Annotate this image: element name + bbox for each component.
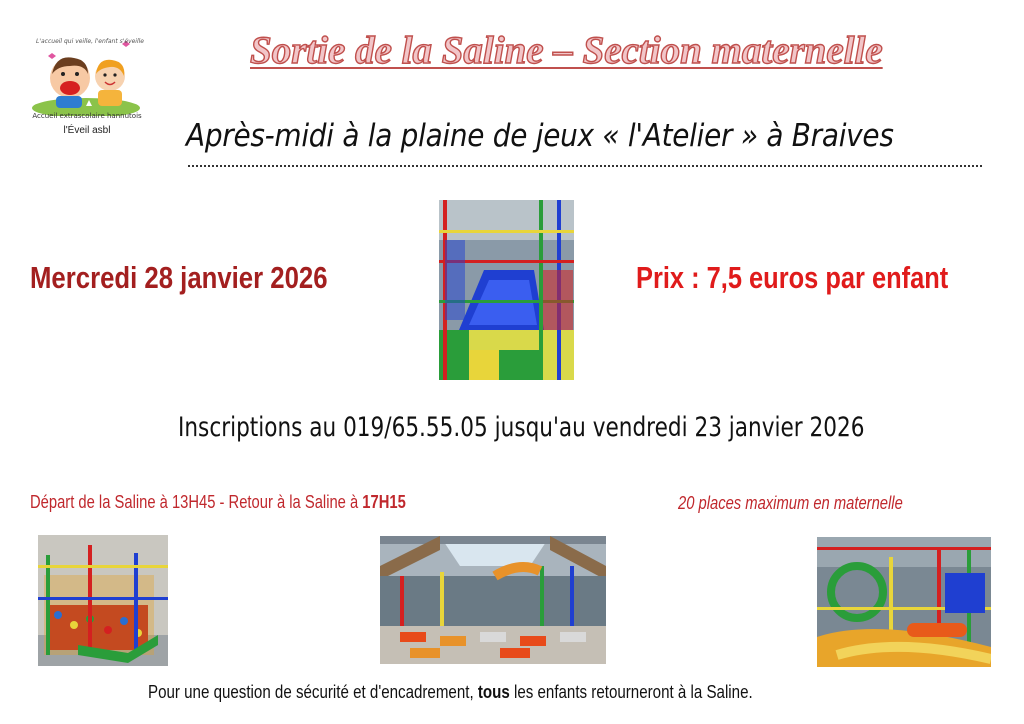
page-title: Sortie de la Saline – Section maternelle xyxy=(250,29,883,72)
departure-info xyxy=(30,492,406,513)
places-info: 20 places maximum en maternelle xyxy=(678,493,903,513)
safety-note-before: Pour une question de sécurité et d'encadrement, xyxy=(148,682,478,702)
logo-org-name: l'Éveil asbl xyxy=(63,125,111,136)
hall-interior-photo xyxy=(380,536,606,664)
logo-illustration xyxy=(26,34,148,116)
logo-tagline: L'accueil qui veille, l'enfant s'éveille xyxy=(36,38,144,45)
event-price: Prix : 7,5 euros par enfant xyxy=(636,260,949,295)
logo-org-line: Accueil extrascolaire hannutois xyxy=(32,112,142,120)
registration-info: Inscriptions au 019/65.55.05 jusqu'au vendredi 23 janvier 2026 xyxy=(178,412,865,443)
safety-note-after: les enfants retourneront à la Saline. xyxy=(509,682,753,702)
return-time: 17H15 xyxy=(362,492,406,512)
tube-slide-photo xyxy=(817,537,991,667)
logo xyxy=(26,34,158,144)
ball-pit-photo xyxy=(38,535,168,666)
subtitle-underline xyxy=(188,165,982,167)
play-structure-photo xyxy=(439,200,574,380)
departure-text: Départ de la Saline à 13H45 - Retour à la Saline à xyxy=(30,492,363,512)
event-date: Mercredi 28 janvier 2026 xyxy=(30,260,328,295)
page-subtitle: Après-midi à la plaine de jeux « l'Atelier » à Braives xyxy=(186,118,894,154)
safety-note-emphasis: tous xyxy=(477,682,510,702)
safety-note xyxy=(148,682,753,703)
